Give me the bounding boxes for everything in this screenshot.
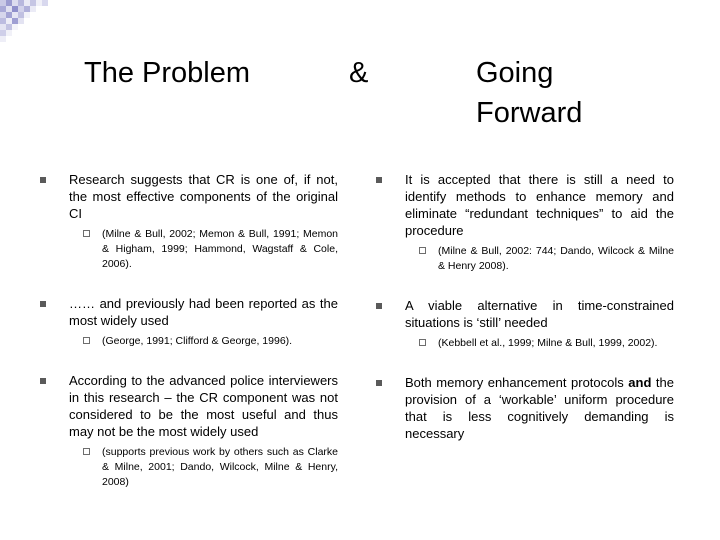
- citation-text: (Milne & Bull, 2002; Memon & Bull, 1991; Memon & Higham, 1999; Hammond, Wagstaff & Cole, 2006).: [102, 228, 338, 270]
- sub-list-item: [40, 227, 338, 272]
- citation-text: (George, 1991; Clifford & George, 1996).: [102, 335, 293, 347]
- bullet-text: A viable alternative in time-constrained situations is ‘still’ needed: [405, 298, 674, 330]
- sub-list-item: [376, 244, 674, 274]
- citation-text: (Kebbell et al., 1999; Milne & Bull, 1999, 2002).: [438, 337, 658, 349]
- citation-text: (Milne & Bull, 2002: 744; Dando, Wilcock & Milne & Henry 2008).: [438, 245, 674, 272]
- bullet-text: According to the advanced police interviewers in this research – the CR component was not considered to be the most useful and thus may not be the most widely used: [69, 373, 338, 439]
- hollow-square-bullet-icon: [83, 448, 90, 455]
- title-left: The Problem: [84, 57, 251, 89]
- sub-list-item: [40, 445, 338, 490]
- list-item: [376, 374, 674, 442]
- right-column: [376, 171, 674, 442]
- emphasis-text: and: [628, 375, 652, 390]
- hollow-square-bullet-icon: [419, 339, 426, 346]
- square-bullet-icon: [40, 301, 46, 307]
- list-item: [40, 372, 338, 440]
- list-item: [40, 295, 338, 329]
- title-right-line2: Forward: [476, 97, 583, 129]
- bullet-text: [405, 374, 674, 442]
- title-ampersand: &: [349, 57, 369, 89]
- hollow-square-bullet-icon: [83, 230, 90, 237]
- list-item: [40, 171, 338, 222]
- bullet-text: …… and previously had been reported as the most widely used: [69, 296, 338, 328]
- bullet-text: It is accepted that there is still a need to identify methods to enhance memory and eliminate “redundant techniques” to aid the procedure: [405, 172, 674, 238]
- citation-text: (supports previous work by others such as Clarke & Milne, 2001; Dando, Wilcock, Milne & Henry, 2008): [102, 446, 338, 488]
- hollow-square-bullet-icon: [419, 247, 426, 254]
- left-column: [40, 171, 338, 490]
- square-bullet-icon: [376, 303, 382, 309]
- square-bullet-icon: [40, 378, 46, 384]
- square-bullet-icon: [40, 177, 46, 183]
- text-segment: the provision of a ‘workable’ uniform procedure that is less cognitively demanding is necessary: [405, 375, 674, 441]
- square-bullet-icon: [376, 177, 382, 183]
- title-right-line1: Going: [476, 57, 554, 89]
- bullet-text: Research suggests that CR is one of, if not, the most effective components of the original CI: [69, 172, 338, 221]
- corner-decoration: [0, 0, 60, 45]
- sub-list-item: [40, 334, 338, 349]
- list-item: [376, 171, 674, 239]
- square-bullet-icon: [376, 380, 382, 386]
- hollow-square-bullet-icon: [83, 337, 90, 344]
- text-segment: Both memory enhancement protocols: [405, 375, 629, 390]
- sub-list-item: [376, 336, 674, 351]
- list-item: [376, 297, 674, 331]
